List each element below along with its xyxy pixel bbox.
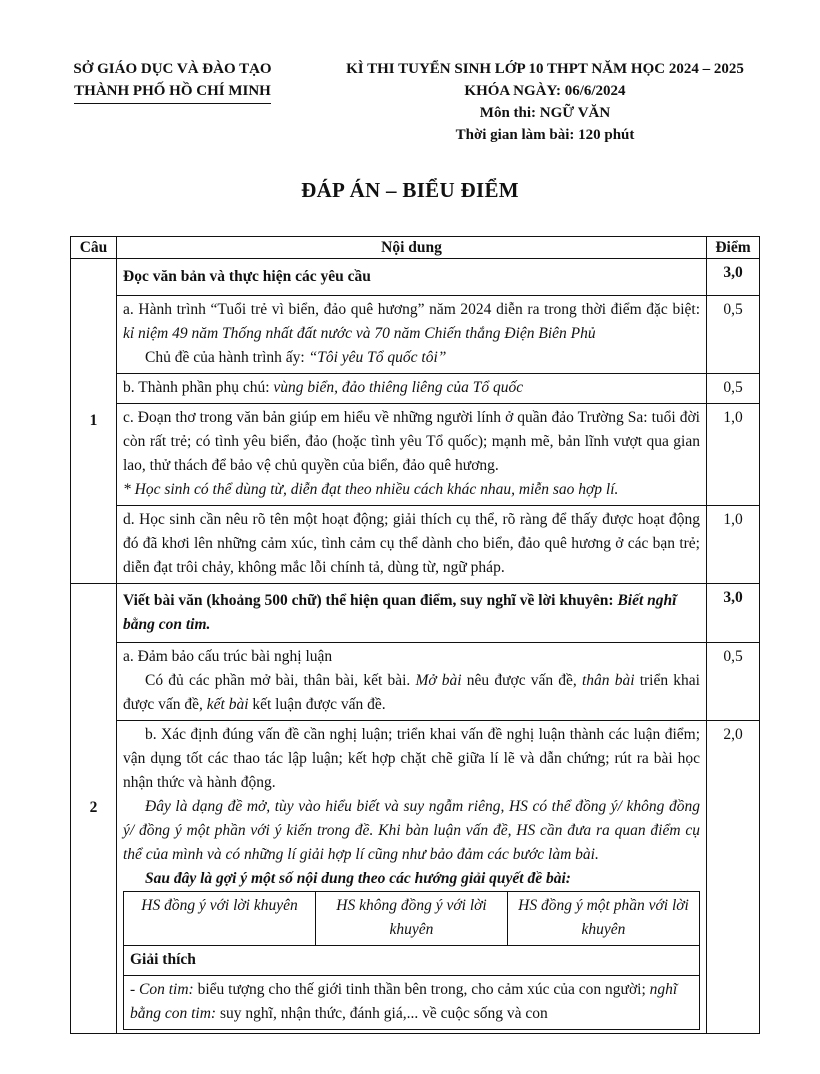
- exam-title: KÌ THI TUYỂN SINH LỚP 10 THPT NĂM HỌC 2024 – 2025: [346, 61, 744, 77]
- q2-b-suggest: Sau đây là gợi ý một số nội dung theo các hướng giải quyết đề bài:: [145, 870, 571, 887]
- table-row: [71, 296, 760, 374]
- issuer-line-1: SỞ GIÁO DỤC VÀ ĐÀO TẠO: [73, 61, 272, 77]
- table-header-row: [71, 237, 760, 259]
- direction-col-disagree: HS không đồng ý với lời khuyên: [316, 892, 508, 946]
- page-title: ĐÁP ÁN – BIỂU ĐIỂM: [301, 178, 519, 202]
- q2-heading-quote: Biết nghĩ bằng con tim.: [123, 592, 677, 633]
- exam-date: KHÓA NGÀY: 06/6/2024: [464, 83, 626, 99]
- q2-heading-text: Viết bài văn (khoảng 500 chữ) thể hiện quan điểm, suy nghĩ về lời khuyên:: [123, 592, 614, 609]
- direction-table: [123, 891, 700, 1030]
- q1-heading: Đọc văn bản và thực hiện các yêu cầu: [117, 259, 707, 296]
- q1-c-text: c. Đoạn thơ trong văn bản giúp em hiểu về những người lính ở quần đảo Trường Sa: tuổi đời còn rất trẻ; có tình yêu biển, đảo (hoặc tình yêu Tổ quốc); mạnh mẽ, bản lĩnh vượt qua gian lao, thử thách để bảo vệ chủ quyền của biển, đảo quê hương.: [123, 409, 700, 474]
- table-row: [71, 374, 760, 404]
- direction-giaithich-label: Giải thích: [124, 946, 700, 976]
- direction-row: [124, 946, 700, 976]
- table-row: [71, 506, 760, 584]
- q2-b-text: b. Xác định đúng vấn đề cần nghị luận; triển khai vấn đề nghị luận thành các luận điểm; vận dụng tốt các thao tác lập luận; kết hợp chặt chẽ giữa lí lẽ và dẫn chứng; rút ra bài học nhận thức và hành động.: [123, 726, 700, 791]
- issuer-line-2: THÀNH PHỐ HỒ CHÍ MINH: [74, 80, 271, 104]
- table-row: [71, 643, 760, 721]
- issuer-block: [40, 58, 305, 104]
- q1-b-text: b. Thành phần phụ chú:: [123, 379, 274, 396]
- q2-a-body-mb: Mở bài: [415, 672, 462, 689]
- q2-a-body-1: Có đủ các phần mở bài, thân bài, kết bài.: [145, 672, 416, 689]
- q2-heading: [117, 584, 707, 643]
- question-number-2: 2: [71, 584, 117, 1034]
- direction-col-agree: HS đồng ý với lời khuyên: [124, 892, 316, 946]
- q2-a-body-2: nêu được vấn đề,: [461, 672, 582, 689]
- q2-a-body-kb: kết bài: [206, 696, 249, 713]
- gt-label-2: nghĩ bằng con tim:: [130, 981, 678, 1022]
- table-row: [71, 404, 760, 506]
- q1-d-points: 1,0: [707, 506, 760, 584]
- q1-part-a: [117, 296, 707, 374]
- col-header-diem: Điểm: [707, 237, 760, 259]
- table-row: [71, 584, 760, 643]
- q1-a-points: 0,5: [707, 296, 760, 374]
- q2-part-b: [117, 721, 707, 1034]
- q2-b-italic: Đây là dạng đề mở, tùy vào hiểu biết và suy ngẫm riêng, HS có thể đồng ý/ không đồng ý/ đồng ý một phần với ý kiến trong đề. Khi bàn luận vấn đề, HS cần đưa ra quan điểm cụ thể của mình và có những lí giải hợp lí cũng như bảo đảm các bước làm bài.: [123, 798, 700, 863]
- q2-heading-points: 3,0: [707, 584, 760, 643]
- direction-giaithich-text: [124, 976, 700, 1030]
- q1-a-line2-italic: “Tôi yêu Tổ quốc tôi”: [308, 349, 447, 366]
- direction-header-row: [124, 892, 700, 946]
- table-row: [71, 721, 760, 1034]
- question-number-1: 1: [71, 259, 117, 584]
- q1-part-d: d. Học sinh cần nêu rõ tên một hoạt động; giải thích cụ thể, rõ ràng để thấy được hoạt động đó đã khơi lên những cảm xúc, tình cảm cụ thể dành cho biển, đảo quê hương ở các bạn trẻ; diễn đạt trôi chảy, không mắc lỗi chính tả, dùng từ, ngữ pháp.: [117, 506, 707, 584]
- q2-part-a: [117, 643, 707, 721]
- q1-part-b: [117, 374, 707, 404]
- table-row: [71, 259, 760, 296]
- q2-a-body-3: triển khai được vấn đề,: [123, 672, 700, 713]
- q1-b-italic: vùng biển, đảo thiêng liêng của Tổ quốc: [273, 379, 524, 396]
- q1-a-italic: kỉ niệm 49 năm Thống nhất đất nước và 70 năm Chiến thắng Điện Biên Phủ: [123, 325, 596, 342]
- exam-subject: Môn thi: NGỮ VĂN: [479, 105, 611, 121]
- q1-c-note: * Học sinh có thể dùng từ, diễn đạt theo nhiều cách khác nhau, miễn sao hợp lí.: [123, 481, 619, 498]
- col-header-noidung: Nội dung: [117, 237, 707, 259]
- document-header: [0, 58, 820, 150]
- q1-part-c: [117, 404, 707, 506]
- q1-a-text: a. Hành trình “Tuổi trẻ vì biển, đảo quê hương” năm 2024 diễn ra trong thời điểm đặc biệt:: [123, 301, 700, 318]
- answer-table: [70, 236, 760, 1034]
- direction-col-partial: HS đồng ý một phần với lời khuyên: [508, 892, 700, 946]
- q2-a-body-tb: thân bài: [581, 672, 635, 689]
- q2-b-points: 2,0: [707, 721, 760, 1034]
- q2-a-title: a. Đảm bảo cấu trúc bài nghị luận: [123, 648, 333, 665]
- direction-row: [124, 976, 700, 1030]
- q1-a-line2-text: Chủ đề của hành trình ấy:: [145, 349, 309, 366]
- q1-heading-points: 3,0: [707, 259, 760, 296]
- col-header-cau: Câu: [71, 237, 117, 259]
- exam-info-block: [305, 58, 785, 146]
- gt-text-1: biểu tượng cho thế giới tinh thần bên trong, cho cảm xúc của con người;: [193, 981, 650, 998]
- q1-b-points: 0,5: [707, 374, 760, 404]
- exam-duration: Thời gian làm bài: 120 phút: [455, 127, 635, 143]
- gt-label-1: - Con tim:: [130, 981, 194, 998]
- gt-text-2: suy nghĩ, nhận thức, đánh giá,... về cuộc sống và con: [216, 1005, 548, 1022]
- q2-a-body-4: kết luận được vấn đề.: [248, 696, 386, 713]
- q1-c-points: 1,0: [707, 404, 760, 506]
- q2-a-points: 0,5: [707, 643, 760, 721]
